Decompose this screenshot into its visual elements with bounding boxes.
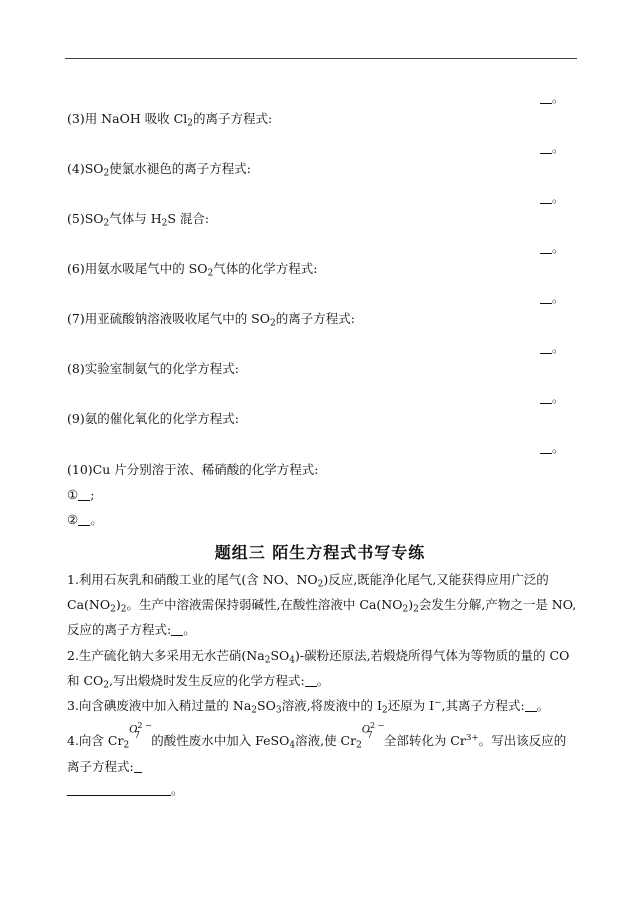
question-4: $(4)SO_2$使氯水褪色的离子方程式: <box>67 161 251 179</box>
question-10-part-1[interactable]: ① ; <box>67 487 95 502</box>
question-5: $(5)SO_2$气体与 $H_2S$ 混合: <box>67 211 210 229</box>
problem-3[interactable]: 3.向含碘废液中加入稍过量的 $Na_2SO_3$溶液,将废液中的 $I_2$还原为 I−,其离子方程式: 。 <box>67 697 550 716</box>
answer-blank[interactable]: 。 <box>540 338 565 356</box>
problem-1-line-1: 1.利用石灰乳和硝酸工业的尾气(含 NO、$NO_2$)反应,既能净化尾气,又能获得应用广泛的 <box>67 572 549 590</box>
answer-blank[interactable]: 。 <box>540 188 565 206</box>
answer-blank[interactable] <box>78 514 90 526</box>
problem-1-line-2: $Ca(NO_2)_2$。生产中溶液需保持弱碱性,在酸性溶液中 $Ca(NO_2)_2$会发生分解,产物之一是 NO, <box>67 597 577 615</box>
answer-blank[interactable] <box>78 489 90 501</box>
answer-blank[interactable]: 。 <box>540 238 565 256</box>
problem-1-line-3[interactable]: 反应的离子方程式: 。 <box>67 622 196 637</box>
answer-blank[interactable]: 。 <box>540 388 565 406</box>
problem-2-line-2[interactable]: 和 $CO_2$,写出煅烧时发生反应的化学方程式: 。 <box>67 673 330 691</box>
answer-blank[interactable] <box>305 675 317 687</box>
question-10: (10)Cu 片分别溶于浓、稀硝酸的化学方程式: <box>67 462 319 477</box>
dichromate-ion: $O^{2 -}$ 7 <box>129 721 152 741</box>
question-3: (3)用 NaOH 吸收 $Cl_2$的离子方程式: <box>67 111 273 129</box>
problem-4-long-blank[interactable]: 。 <box>67 780 184 798</box>
answer-blank[interactable]: 。 <box>540 138 565 156</box>
answer-blank[interactable]: 。 <box>540 88 565 106</box>
question-9: (9)氨的催化氧化的化学方程式: <box>67 411 239 426</box>
problem-2-line-1: 2.生产硫化钠大多采用无水芒硝$(Na_2SO_4)-$碳粉还原法,若煅烧所得气体为等物质的量的 CO <box>67 648 570 666</box>
question-6: (6)用氨水吸尾气中的 $SO_2$气体的化学方程式: <box>67 261 318 279</box>
question-7: (7)用亚硫酸钠溶液吸收尾气中的 $SO_2$的离子方程式: <box>67 311 355 329</box>
answer-blank[interactable]: 。 <box>540 288 565 306</box>
answer-blank[interactable] <box>134 761 142 773</box>
answer-blank[interactable]: 。 <box>540 438 565 456</box>
question-10-part-2[interactable]: ② 。 <box>67 512 103 527</box>
dichromate-ion: $O^{2 -}$ 7 <box>361 721 385 741</box>
question-8: (8)实验室制氨气的化学方程式: <box>67 361 239 376</box>
answer-blank[interactable] <box>525 700 537 712</box>
section-title: 题组三 陌生方程式书写专练 <box>214 543 426 562</box>
problem-4-line-1: 4.向含 $Cr_2$ $O^{2 -}$ 7 的酸性废水中加入 FeSO$_4$溶液,使 $Cr_2$ $O^{2 -}$ 7 全部转化为 $Cr^{3+}$。写出该反应的 <box>67 721 567 751</box>
top-rule <box>65 58 577 59</box>
problem-4-line-2[interactable]: 离子方程式: <box>67 757 142 775</box>
answer-blank[interactable] <box>67 784 171 796</box>
answer-blank[interactable] <box>171 624 183 636</box>
